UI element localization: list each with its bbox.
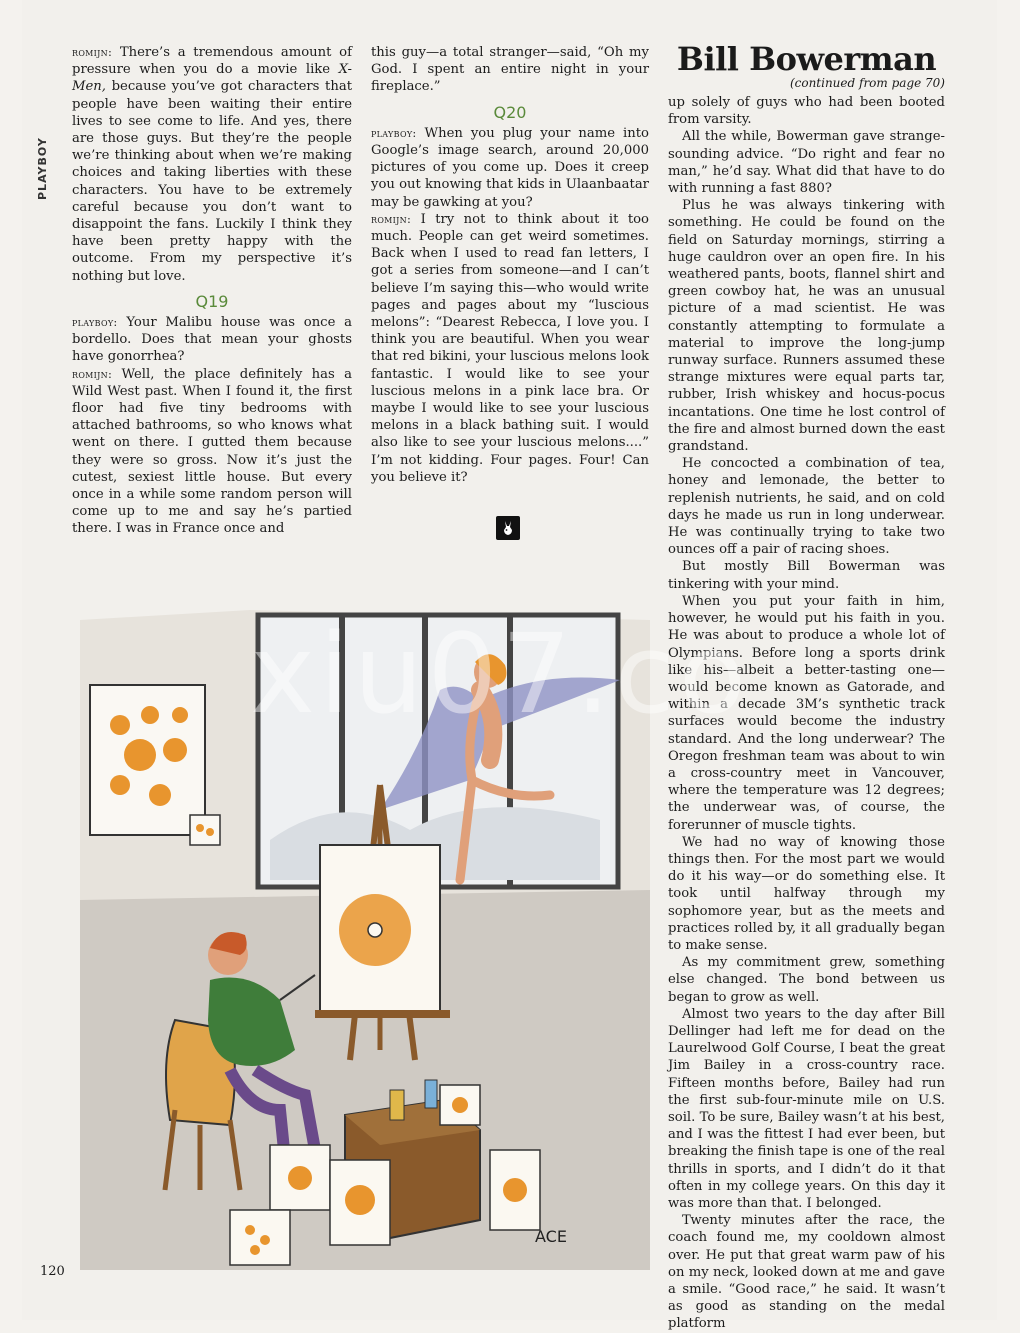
question-number: Q19 — [195, 291, 229, 311]
article-paragraph: We had no way of knowing those things then. For the most part we would do it his way—or do something else. It took until halfway through my sophomore year, but as the meets and practices rolled by, it all gradually began to make sense. — [668, 834, 945, 953]
article-paragraph: As my commitment grew, something else changed. The bond between us began to grow as well. — [668, 955, 945, 1005]
speaker-label: playboy: — [371, 125, 417, 140]
answer-paragraph: romijn: I try not to think about it too much. People can get weird sometimes. Back when I used to read fan letters, I got a series from someone—and I can’t believe I’m saying this—who would write pages and pages about my “luscious melons”: “Dearest Rebecca, I love you. I think you are beautiful. When you wear that red bikini, your luscious melons look fantastic. I would like to see your luscious melons in a pink lace bra. Or maybe I would like to see your luscious melons in a black bathing suit. I would also like to see your luscious melons....” I’m not kidding. Four pages. Four! Can you believe it? — [371, 211, 649, 485]
rabbit-head-icon — [496, 516, 520, 540]
article-paragraph: Plus he was always tinkering with something. He could be found on the field on Saturday mornings, stirring a huge cauldron over an open fire. In his weathered pants, boots, flannel shirt and green cowboy hat, he was an unusual picture of a mad scientist. He was constantly attempting to formulate a material to improve the long-jump runway surface. Runners assumed these strange mixtures were equal parts tar, rubber, Irish whiskey and hocus-pocus incantations. One time he lost control of the fire and almost burned down the east grandstand. — [668, 198, 945, 455]
article-paragraph: He concocted a combination of tea, honey and lemonade, the better to replenish nutrients, he said, and on cold days he made us run in long underwear. He was continually trying to take two ounces off a pair of racing shoes. — [668, 456, 945, 558]
article-paragraph: But mostly Bill Bowerman was tinkering with your mind. — [668, 559, 945, 592]
page-number: 120 — [40, 1264, 65, 1279]
article-paragraph: All the while, Bowerman gave strange-sounding advice. “Do right and fear no man,” he’d say. What did that have to do with running a fast 880? — [668, 129, 945, 197]
masthead: PLAYBOY — [36, 137, 49, 200]
watermark: xiu07.co — [250, 610, 751, 738]
article-paragraph: When you put your faith in him, however, he would put his faith in you. He was about to produce a whole lot of Olympians. Before long a sports drink like his—albeit a better-tasting one—would become known as Gatorade, and within a decade 3M’s synthetic track surfaces would become the industry standard. And the long underwear? The Oregon freshman team was about to win a cross-country meet in Vancouver, where the temperature was 12 degrees; the underwear was, of course, the forerunner of muscle tights. — [668, 593, 945, 833]
continued-note: (continued from page 70) — [789, 76, 945, 90]
article-paragraph: Twenty minutes after the race, the coach found me, my cooldown almost over. He put that great warm paw of his on my neck, looked down at me and gave a smile. “Good race,” he said. It wasn’t as good as standing on the medal platform — [668, 1213, 945, 1332]
answer-paragraph: this guy—a total stranger—said, “Oh my God. I spent an entire night in your fireplace.” — [371, 45, 649, 95]
question-paragraph: playboy: When you plug your name into Google’s image search, around 20,000 pictures of you come up. Does it creep you out knowing that kids in Ulaanbaatar may be gawking at you? — [371, 125, 649, 210]
wall-painting — [90, 685, 220, 845]
article-column — [668, 94, 945, 1333]
speaker-label: romijn: — [72, 45, 113, 59]
question-number: Q20 — [493, 102, 527, 122]
interview-column-1 — [72, 44, 352, 538]
interview-column-2 — [371, 44, 649, 486]
cartoon-illustration — [80, 590, 650, 1270]
cartoonist-signature: ACE — [535, 1227, 567, 1246]
speaker-label: romijn: — [371, 211, 412, 226]
answer-paragraph: romijn: Well, the place definitely has a Wild West past. When I found it, the first floor had five tiny bedrooms with attached bathrooms, so who knows what went on there. I gutted them because they were so gross. Now it’s just the cutest, sexiest little house. But every once in a while some random person will come up to me and say he’s partied there. I was in France once and — [72, 366, 352, 537]
speaker-label: romijn: — [72, 366, 113, 381]
speaker-label: playboy: — [72, 315, 118, 330]
article-title: Bill Bowerman — [676, 40, 937, 78]
article-paragraph: Almost two years to the day after Bill Dellinger had left me for dead on the Laurelwood Golf Course, I beat the great Jim Bailey in a cross-country race. Fifteen months before, Bailey had run the first sub-four-minute mile on U.S. soil. To be sure, Bailey wasn’t at his best, and I was the fittest I had ever been, but breaking the finish tape is one of the real thrills in sports, and I didn’t do it that often in my college years. On this day it was more than that. I belonged. — [668, 1006, 945, 1211]
answer-paragraph: romijn: There’s a tremendous amount of pressure when you do a movie like X-Men, because you’ve got characters that people have been waiting their entire lives to see come to life. And yes, there are those guys. But they’re the people we’re thinking about when we’re making choices and taking liberties with these characters. You have to be extremely careful because you don’t want to disappoint the fans. Luckily I think they have been pretty happy with the outcome. From my perspective it’s nothing but love. — [72, 45, 352, 284]
question-paragraph: playboy: Your Malibu house was once a bordello. Does that mean your ghosts have gonorrhea? — [72, 315, 352, 365]
article-paragraph: up solely of guys who had been booted from varsity. — [668, 95, 945, 128]
